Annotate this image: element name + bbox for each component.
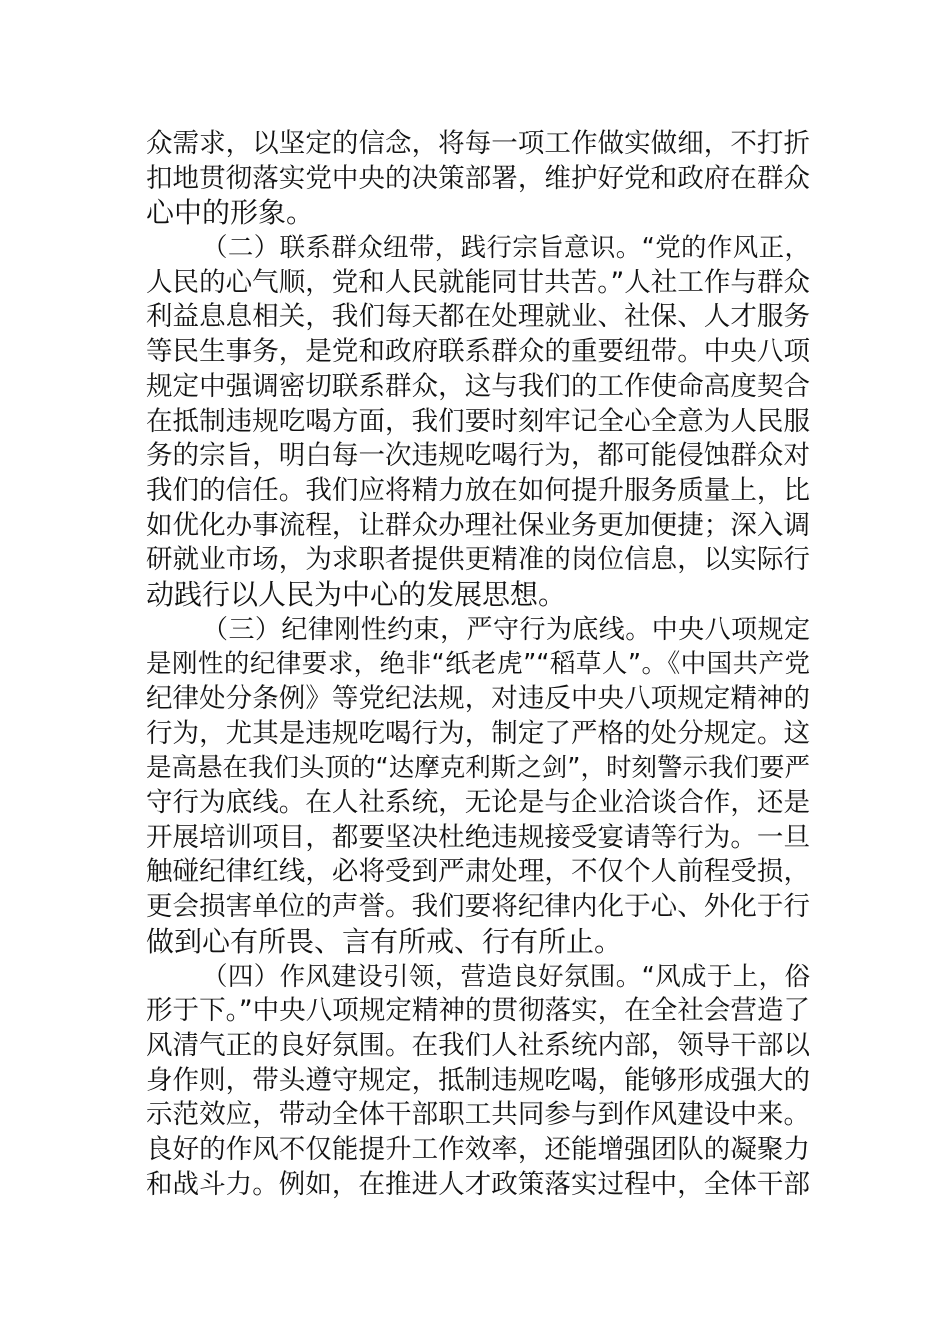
text-line: 如优化办事流程，让群众办理社保业务更加便捷；深入调 bbox=[146, 509, 810, 541]
text-line: 触碰纪律红线，必将受到严肃处理，不仅个人前程受损， bbox=[146, 856, 810, 888]
text-line: 人民的心气顺，党和人民就能同甘共苦。”人社工作与群众 bbox=[146, 266, 810, 298]
text-line: 等民生事务，是党和政府联系群众的重要纽带。中央八项 bbox=[146, 336, 810, 368]
text-line: 心中的形象。 bbox=[146, 196, 315, 230]
text-line: 利益息息相关，我们每天都在处理就业、社保、人才服务 bbox=[146, 301, 810, 333]
text-line: 是高悬在我们头顶的“达摩克利斯之剑”，时刻警示我们要严 bbox=[146, 753, 810, 784]
text-line: （三）纪律刚性约束，严守行为底线。中央八项规定 bbox=[202, 614, 810, 645]
text-line: 扣地贯彻落实党中央的决策部署，维护好党和政府在群众 bbox=[146, 162, 810, 194]
text-line: 守行为底线。在人社系统，无论是与企业洽谈合作，还是 bbox=[146, 787, 810, 819]
text-line: 是刚性的纪律要求，绝非“纸老虎”“稻草人”。《中国共产党 bbox=[146, 649, 810, 680]
text-line: 开展培训项目，都要坚决杜绝违规接受宴请等行为。一旦 bbox=[146, 821, 810, 853]
text-line: （二）联系群众纽带，践行宗旨意识。“党的作风正， bbox=[202, 233, 810, 264]
text-line: 规定中强调密切联系群众，这与我们的工作使命高度契合 bbox=[146, 370, 810, 402]
text-line: 更会损害单位的声誉。我们要将纪律内化于心、外化于行 bbox=[146, 891, 810, 923]
document-body bbox=[146, 127, 810, 1202]
text-line: 动践行以人民为中心的发展思想。 bbox=[146, 577, 567, 611]
text-line: 研就业市场，为求职者提供更精准的岗位信息，以实际行 bbox=[146, 544, 810, 576]
text-line: 做到心有所畏、言有所戒、行有所止。 bbox=[146, 924, 623, 958]
text-line: 行为，尤其是违规吃喝行为，制定了严格的处分规定。这 bbox=[146, 717, 810, 749]
text-line: 在抵制违规吃喝方面，我们要时刻牢记全心全意为人民服 bbox=[146, 405, 810, 437]
text-line: 良好的作风不仅能提升工作效率，还能增强团队的凝聚力 bbox=[146, 1133, 810, 1165]
text-line: 我们的信任。我们应将精力放在如何提升服务质量上，比 bbox=[146, 474, 810, 506]
text-line: 众需求，以坚定的信念，将每一项工作做实做细，不打折 bbox=[146, 128, 810, 159]
text-line: 纪律处分条例》等党纪法规，对违反中央八项规定精神的 bbox=[146, 683, 810, 714]
text-line: 风清气正的良好氛围。在我们人社系统内部，领导干部以 bbox=[146, 1029, 810, 1061]
text-line: 身作则，带头遵守规定，抵制违规吃喝，能够形成强大的 bbox=[146, 1064, 810, 1096]
text-line: 示范效应，带动全体干部职工共同参与到作风建设中来。 bbox=[146, 1099, 810, 1131]
text-line: 务的宗旨，明白每一次违规吃喝行为，都可能侵蚀群众对 bbox=[146, 440, 810, 472]
text-line: 和战斗力。例如，在推进人才政策落实过程中，全体干部 bbox=[146, 1168, 810, 1200]
text-line: （四）作风建设引领，营造良好氛围。“风成于上，俗 bbox=[202, 961, 810, 992]
text-line: 形于下。”中央八项规定精神的贯彻落实，在全社会营造了 bbox=[146, 995, 810, 1027]
